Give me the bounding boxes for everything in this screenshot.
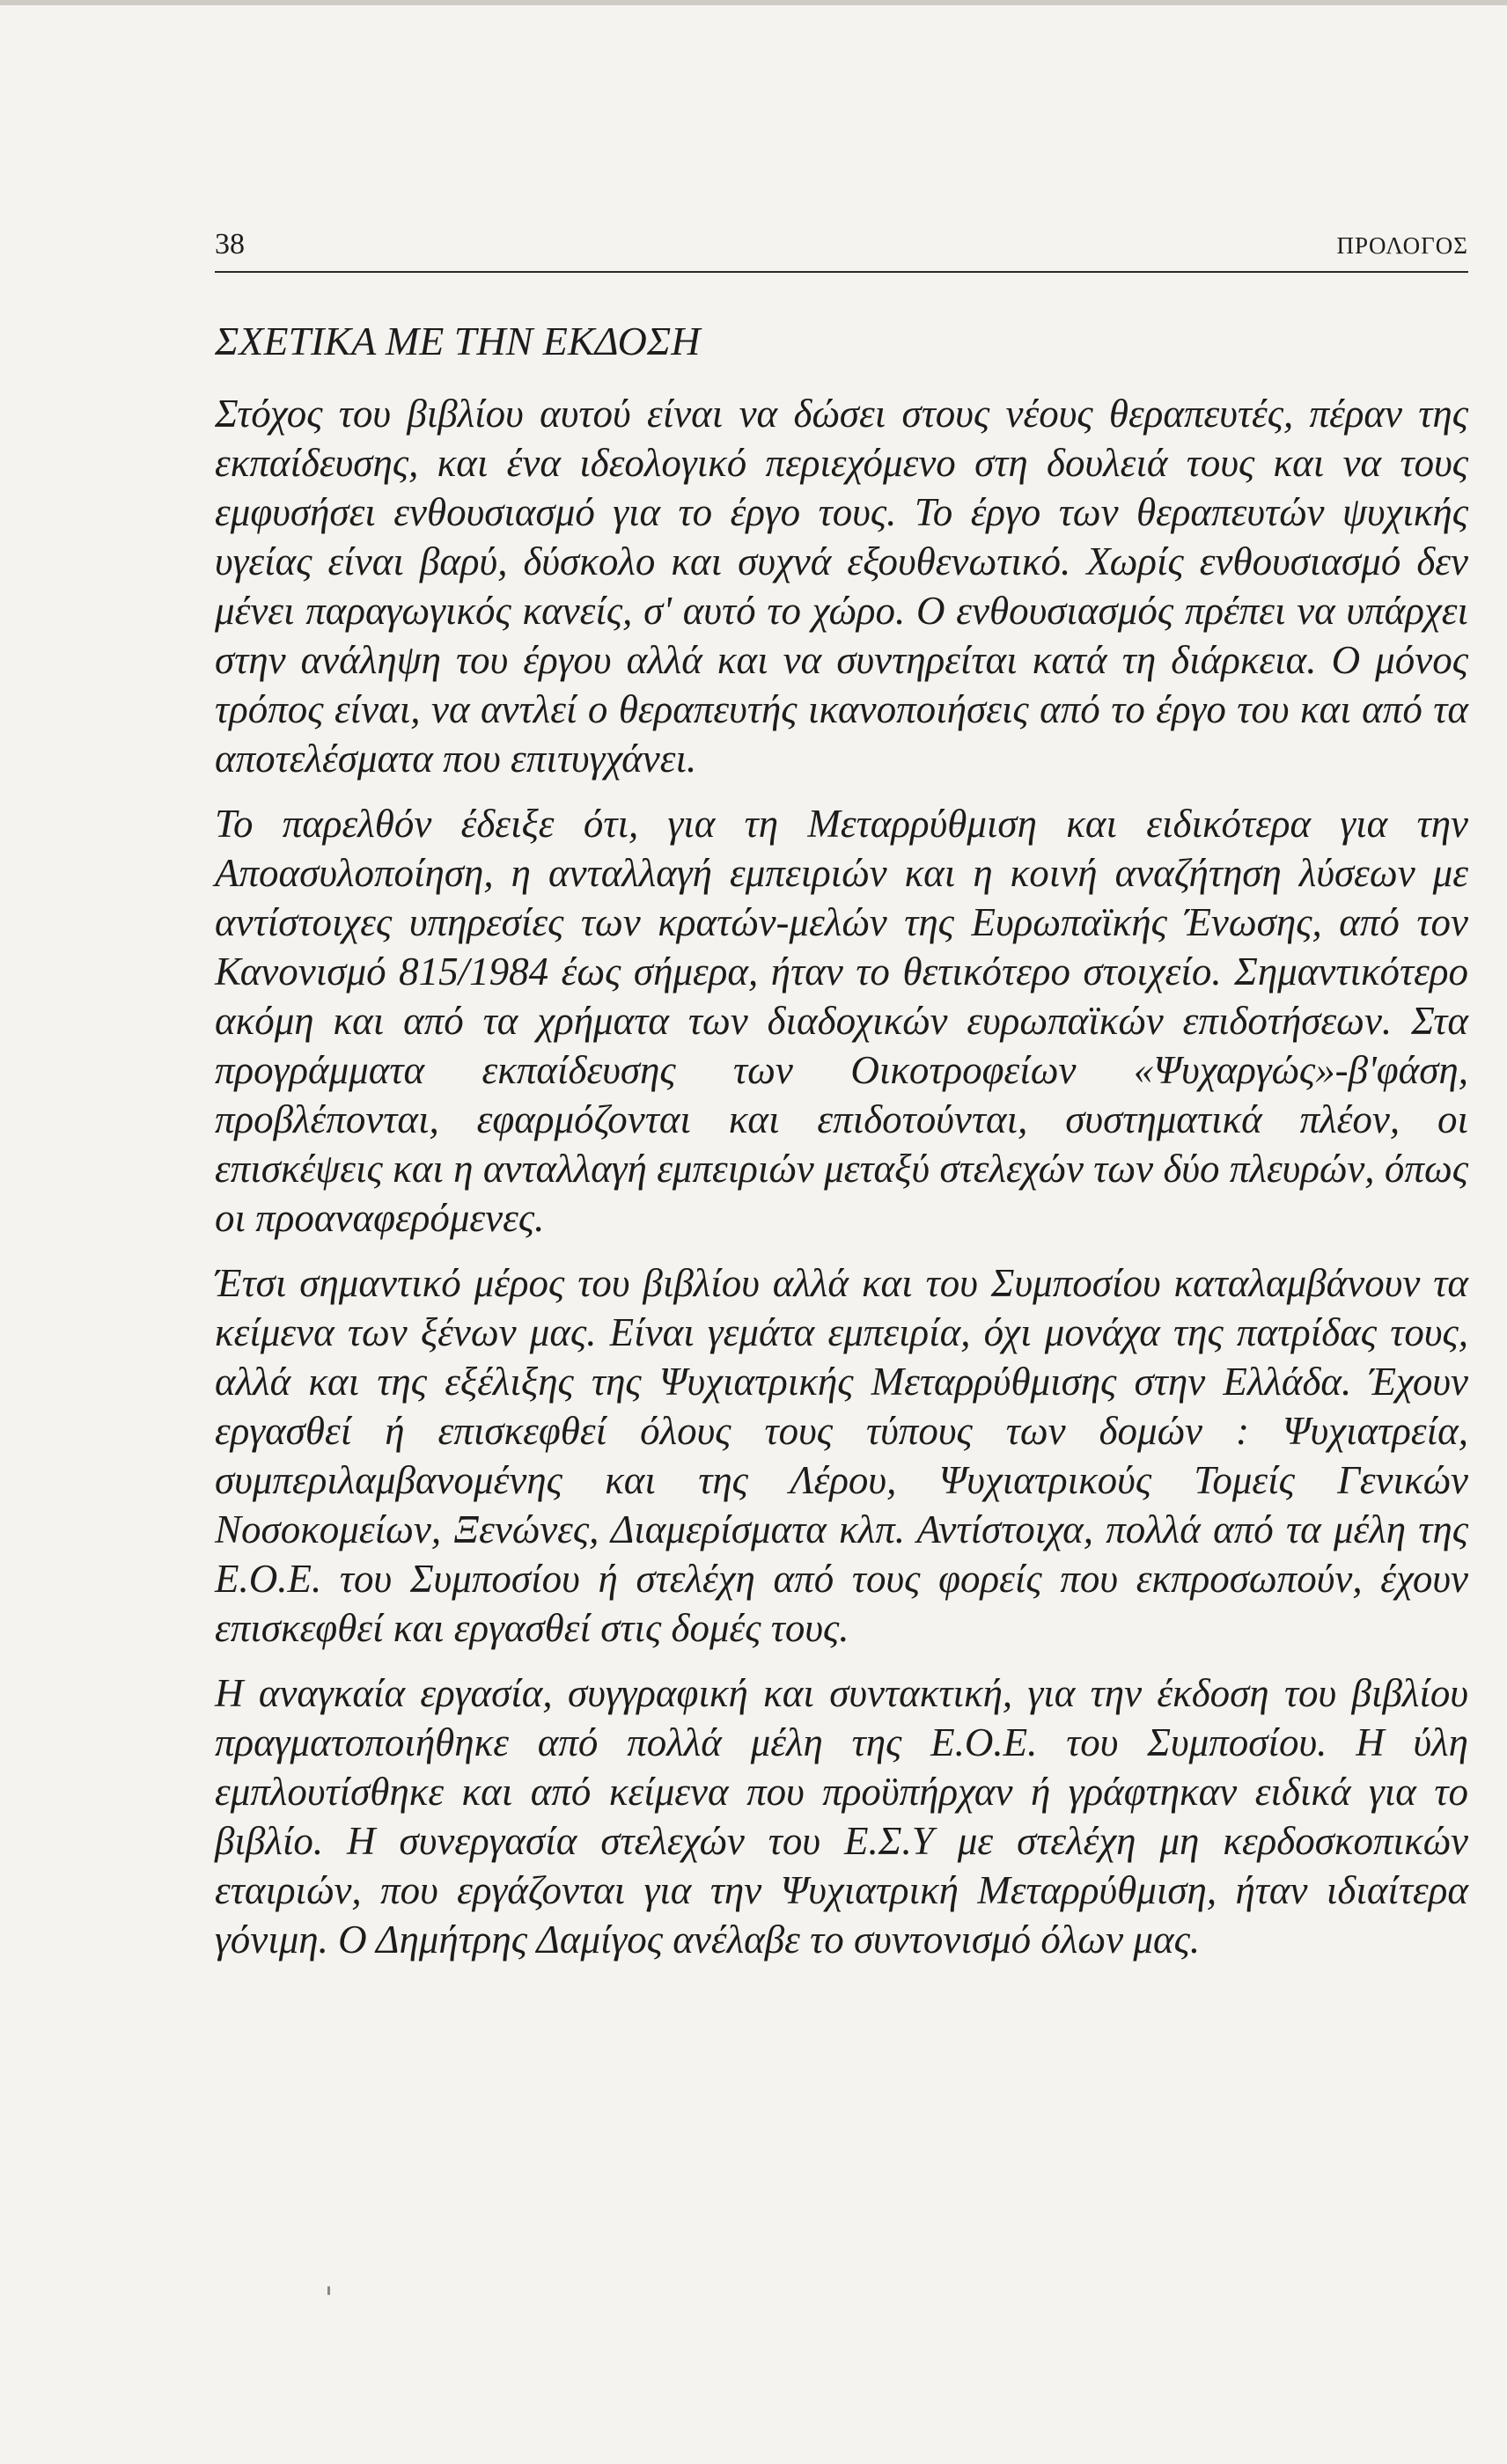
section-title: ΣΧΕΤΙΚΑ ΜΕ ΤΗΝ ΕΚΔΟΣΗ bbox=[215, 319, 701, 363]
page-header bbox=[215, 227, 1468, 266]
paragraph: Το παρελθόν έδειξε ότι, για τη Μεταρρύθμιση και ειδικότερα για την Αποασυλοποίηση, η ανταλλαγή εμπειριών και η κοινή αναζήτηση λύσεων με αντίστοιχες υπηρεσίες των κρατών-μελών της Ευρωπαϊκής Ένωσης, από τον Κανονισμό 815/1984 έως σήμερα, ήταν το θετικότερο στοιχείο. Σημαντικότερο ακόμη και από τα χρήματα των διαδοχικών ευρωπαϊκών επιδοτήσεων. Στα προγράμματα εκπαίδευσης των Οικοτροφείων «Ψυχαργώς»-β'φάση, προβλέπονται, εφαρμόζονται και επιδοτούνται, συστηματικά πλέον, οι επισκέψεις και η ανταλλαγή εμπειριών μεταξύ στελεχών των δύο πλευρών, όπως οι προαναφερόμενες. bbox=[215, 802, 1468, 1240]
running-head: ΠΡΟΛΟΓΟΣ bbox=[1336, 232, 1468, 259]
page-number: 38 bbox=[215, 228, 245, 260]
header-rule bbox=[215, 271, 1468, 273]
paragraph: Έτσι σημαντικό μέρος του βιβλίου αλλά και του Συμποσίου καταλαμβάνουν τα κείμενα των ξένων μας. Είναι γεμάτα εμπειρία, όχι μονάχα της πατρίδας τους, αλλά και της εξέλιξης της Ψυχιατρικής Μεταρρύθμισης στην Ελλάδα. Έχουν εργασθεί ή επισκεφθεί όλους τους τύπους των δομών : Ψυχιατρεία, συμπεριλαμβανομένης και της Λέρου, Ψυχιατρικούς Τομείς Γενικών Νοσοκομείων, Ξενώνες, Διαμερίσματα κλπ. Αντίστοιχα, πολλά από τα μέλη της Ε.Ο.Ε. του Συμποσίου ή στελέχη από τους φορείς που εκπροσωπούν, έχουν επισκεφθεί και εργασθεί στις δομές τους. bbox=[215, 1261, 1468, 1650]
paragraph: Η αναγκαία εργασία, συγγραφική και συντακτική, για την έκδοση του βιβλίου πραγματοποιήθηκε από πολλά μέλη της Ε.Ο.Ε. του Συμποσίου. Η ύλη εμπλουτίσθηκε και από κείμενα που προϋπήρχαν ή γράφτηκαν ειδικά για το βιβλίο. Η συνεργασία στελεχών του Ε.Σ.Υ με στελέχη μη κερδοσκοπικών εταιριών, που εργάζονται για την Ψυχιατρική Μεταρρύθμιση, ήταν ιδιαίτερα γόνιμη. Ο Δημήτρης Δαμίγος ανέλαβε το συντονισμό όλων μας. bbox=[215, 1671, 1468, 1962]
paragraph: Στόχος του βιβλίου αυτού είναι να δώσει στους νέους θεραπευτές, πέραν της εκπαίδευσης, και ένα ιδεολογικό περιεχόμενο στη δουλειά τους και να τους εμφυσήσει ενθουσιασμό για το έργο τους. Το έργο των θεραπευτών ψυχικής υγείας είναι βαρύ, δύσκολο και συχνά εξουθενωτικό. Χωρίς ενθουσιασμό δεν μένει παραγωγικός κανείς, σ' αυτό το χώρο. Ο ενθουσιασμός πρέπει να υπάρχει στην ανάληψη του έργου αλλά και να συντηρείται κατά τη διάρκεια. Ο μόνος τρόπος είναι, να αντλεί ο θεραπευτής ικανοποιήσεις από το έργο του και από τα αποτελέσματα που επιτυγχάνει. bbox=[215, 392, 1468, 781]
scan-speck bbox=[327, 2286, 330, 2295]
scan-top-edge bbox=[0, 0, 1507, 5]
page-body bbox=[215, 319, 1468, 1964]
